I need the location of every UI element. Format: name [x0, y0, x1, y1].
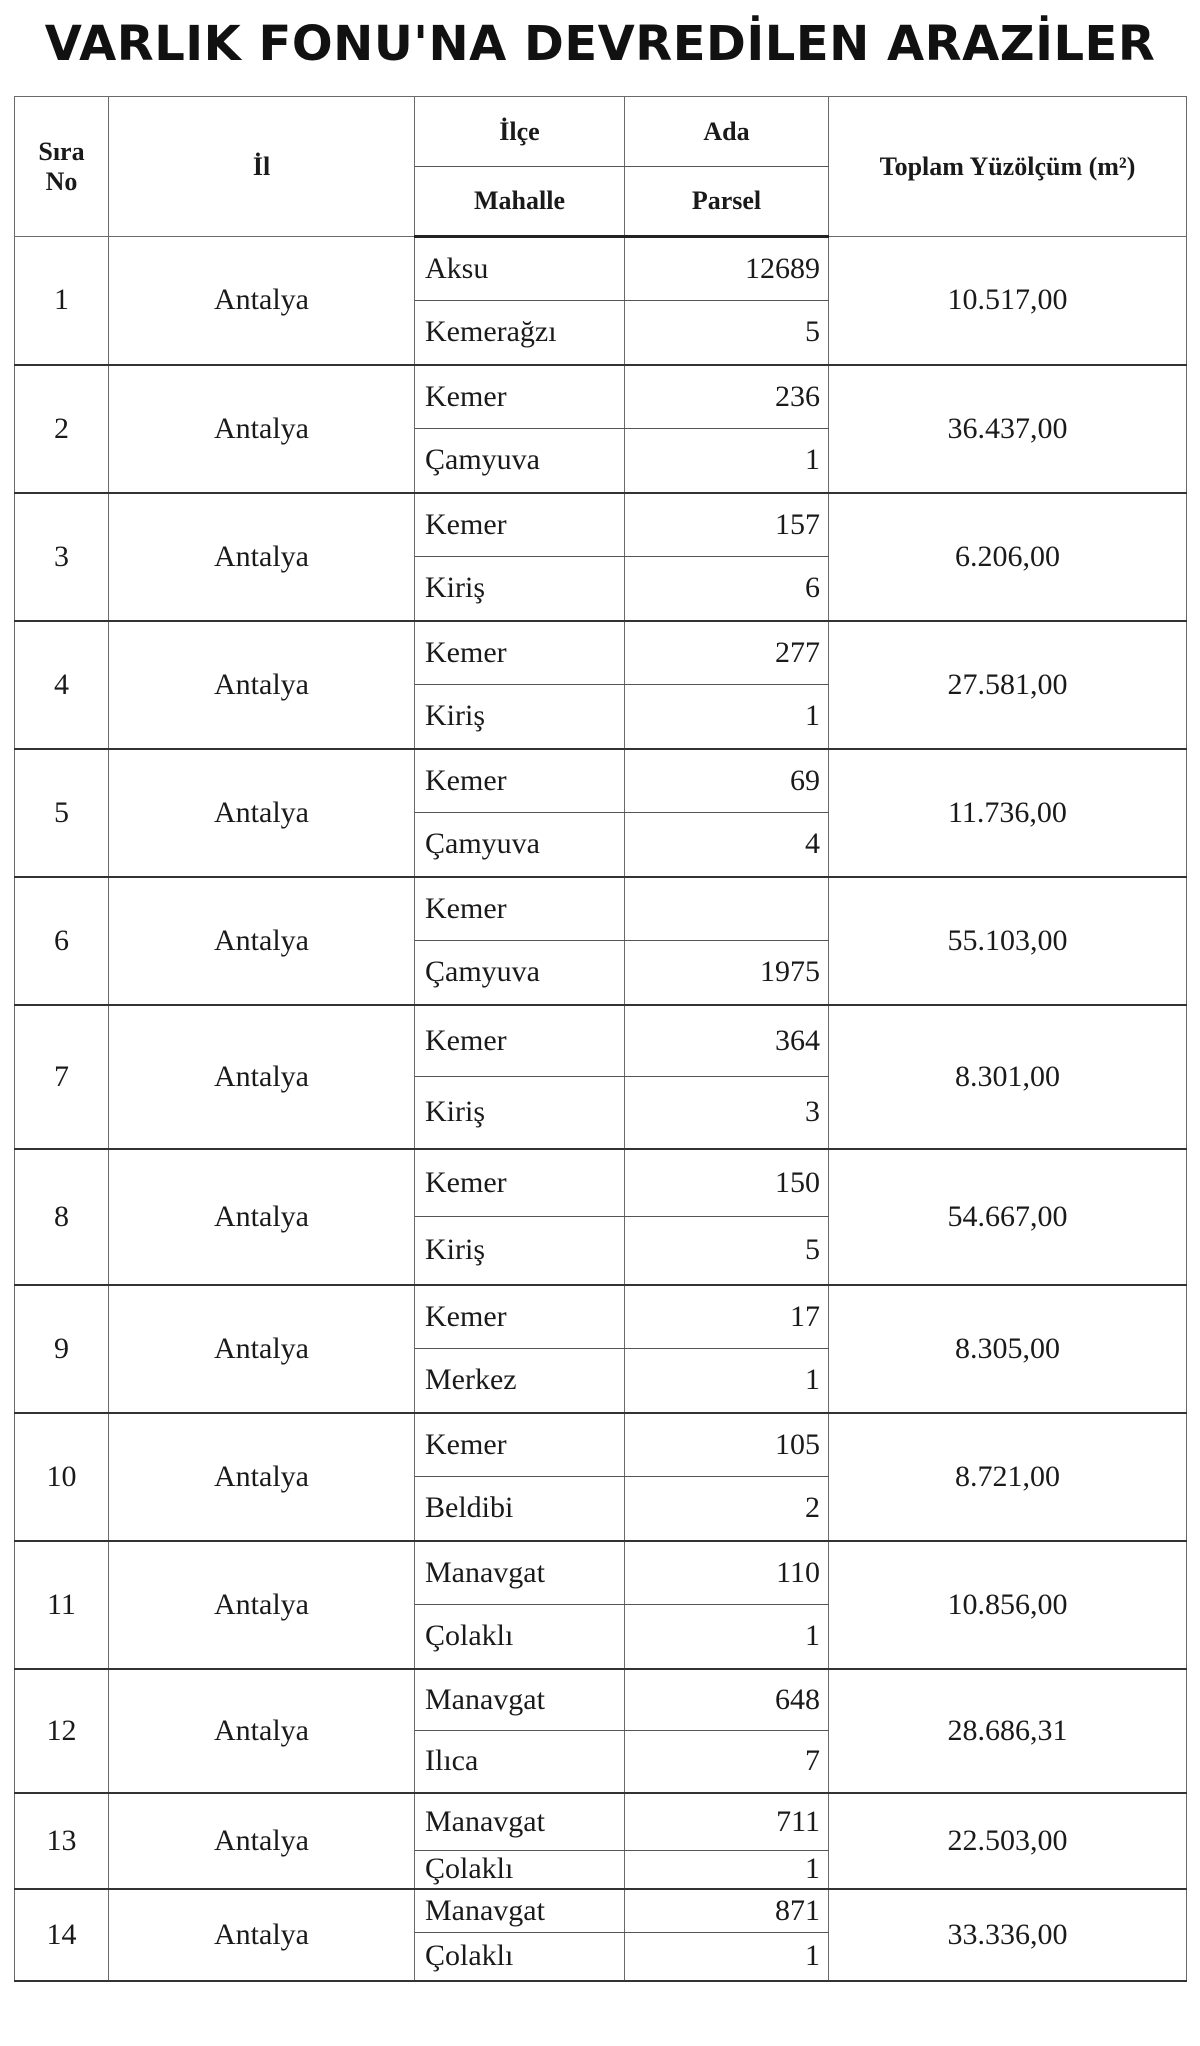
- sira-no-cell: 10: [15, 1413, 109, 1541]
- mahalle-cell: Merkez: [415, 1349, 625, 1413]
- ada-cell: [625, 877, 829, 941]
- ilce-cell: Aksu: [415, 237, 625, 301]
- ada-cell: 12689: [625, 237, 829, 301]
- table-row: [15, 1149, 1187, 1217]
- area-cell: 10.856,00: [829, 1541, 1187, 1669]
- table-row: [15, 1669, 1187, 1731]
- parsel-cell: 1975: [625, 941, 829, 1005]
- il-cell: Antalya: [109, 365, 415, 493]
- header-sira-label: Sıra: [38, 136, 85, 166]
- ada-cell: 110: [625, 1541, 829, 1605]
- area-cell: 54.667,00: [829, 1149, 1187, 1285]
- table-row: [15, 1413, 1187, 1477]
- ada-cell: 648: [625, 1669, 829, 1731]
- mahalle-cell: Ilıca: [415, 1731, 625, 1793]
- sira-no-cell: 12: [15, 1669, 109, 1793]
- header-no-label: No: [45, 166, 78, 196]
- mahalle-cell: Çamyuva: [415, 941, 625, 1005]
- ada-cell: 711: [625, 1793, 829, 1851]
- sira-no-cell: 5: [15, 749, 109, 877]
- il-cell: Antalya: [109, 1149, 415, 1285]
- ada-cell: 364: [625, 1005, 829, 1077]
- parsel-cell: 5: [625, 1217, 829, 1285]
- parsel-cell: 1: [625, 1605, 829, 1669]
- parsel-cell: 1: [625, 1349, 829, 1413]
- area-cell: 10.517,00: [829, 237, 1187, 365]
- table-row: [15, 1889, 1187, 1933]
- sira-no-cell: 14: [15, 1889, 109, 1981]
- parsel-cell: 1: [625, 429, 829, 493]
- table-row: [15, 493, 1187, 557]
- area-cell: 22.503,00: [829, 1793, 1187, 1889]
- il-cell: Antalya: [109, 621, 415, 749]
- header-ilce: İlçe: [415, 97, 625, 167]
- header-area: Toplam Yüzölçüm (m²): [829, 97, 1187, 237]
- sira-no-cell: 4: [15, 621, 109, 749]
- table-row: [15, 1285, 1187, 1349]
- ada-cell: 69: [625, 749, 829, 813]
- ada-cell: 871: [625, 1889, 829, 1933]
- area-cell: 8.721,00: [829, 1413, 1187, 1541]
- ilce-cell: Manavgat: [415, 1793, 625, 1851]
- table-row: [15, 877, 1187, 941]
- ilce-cell: Kemer: [415, 877, 625, 941]
- area-cell: 27.581,00: [829, 621, 1187, 749]
- ada-cell: 105: [625, 1413, 829, 1477]
- il-cell: Antalya: [109, 237, 415, 365]
- sira-no-cell: 7: [15, 1005, 109, 1149]
- mahalle-cell: Beldibi: [415, 1477, 625, 1541]
- table-row: [15, 1541, 1187, 1605]
- ada-cell: 236: [625, 365, 829, 429]
- ilce-cell: Kemer: [415, 749, 625, 813]
- il-cell: Antalya: [109, 749, 415, 877]
- sira-no-cell: 6: [15, 877, 109, 1005]
- sira-no-cell: 3: [15, 493, 109, 621]
- ilce-cell: Kemer: [415, 365, 625, 429]
- ilce-cell: Kemer: [415, 493, 625, 557]
- document-title: VARLIK FONU'NA DEVREDİLEN ARAZİLER: [44, 16, 1156, 72]
- ada-cell: 277: [625, 621, 829, 685]
- header-sira-no: [15, 97, 109, 237]
- ilce-cell: Kemer: [415, 621, 625, 685]
- ilce-cell: Manavgat: [415, 1889, 625, 1933]
- parsel-cell: 7: [625, 1731, 829, 1793]
- parsel-cell: 6: [625, 557, 829, 621]
- il-cell: Antalya: [109, 1889, 415, 1981]
- parsel-cell: 1: [625, 1851, 829, 1889]
- il-cell: Antalya: [109, 1541, 415, 1669]
- area-cell: 8.305,00: [829, 1285, 1187, 1413]
- mahalle-cell: Kiriş: [415, 1217, 625, 1285]
- header-ada: Ada: [625, 97, 829, 167]
- sira-no-cell: 11: [15, 1541, 109, 1669]
- ilce-cell: Kemer: [415, 1149, 625, 1217]
- ilce-cell: Kemer: [415, 1285, 625, 1349]
- sira-no-cell: 2: [15, 365, 109, 493]
- table-row: [15, 621, 1187, 685]
- table-row: [15, 237, 1187, 301]
- il-cell: Antalya: [109, 1793, 415, 1889]
- sira-no-cell: 13: [15, 1793, 109, 1889]
- table-row: [15, 365, 1187, 429]
- mahalle-cell: Çolaklı: [415, 1851, 625, 1889]
- sira-no-cell: 1: [15, 237, 109, 365]
- area-cell: 11.736,00: [829, 749, 1187, 877]
- mahalle-cell: Kiriş: [415, 557, 625, 621]
- area-cell: 55.103,00: [829, 877, 1187, 1005]
- ilce-cell: Manavgat: [415, 1541, 625, 1605]
- il-cell: Antalya: [109, 493, 415, 621]
- area-cell: 6.206,00: [829, 493, 1187, 621]
- ilce-cell: Kemer: [415, 1413, 625, 1477]
- il-cell: Antalya: [109, 877, 415, 1005]
- il-cell: Antalya: [109, 1413, 415, 1541]
- parsel-cell: 1: [625, 1933, 829, 1981]
- table-row: [15, 1005, 1187, 1077]
- ada-cell: 157: [625, 493, 829, 557]
- parsel-cell: 4: [625, 813, 829, 877]
- il-cell: Antalya: [109, 1285, 415, 1413]
- parsel-cell: 2: [625, 1477, 829, 1541]
- mahalle-cell: Çamyuva: [415, 813, 625, 877]
- parsel-cell: 1: [625, 685, 829, 749]
- header-parsel: Parsel: [625, 167, 829, 237]
- ada-cell: 150: [625, 1149, 829, 1217]
- area-cell: 36.437,00: [829, 365, 1187, 493]
- mahalle-cell: Çolaklı: [415, 1933, 625, 1981]
- il-cell: Antalya: [109, 1005, 415, 1149]
- mahalle-cell: Kiriş: [415, 1077, 625, 1149]
- mahalle-cell: Çamyuva: [415, 429, 625, 493]
- area-cell: 28.686,31: [829, 1669, 1187, 1793]
- sira-no-cell: 8: [15, 1149, 109, 1285]
- header-mahalle: Mahalle: [415, 167, 625, 237]
- mahalle-cell: Çolaklı: [415, 1605, 625, 1669]
- land-table: [14, 96, 1187, 1982]
- ada-cell: 17: [625, 1285, 829, 1349]
- area-cell: 8.301,00: [829, 1005, 1187, 1149]
- mahalle-cell: Kemerağzı: [415, 301, 625, 365]
- ilce-cell: Kemer: [415, 1005, 625, 1077]
- area-cell: 33.336,00: [829, 1889, 1187, 1981]
- sira-no-cell: 9: [15, 1285, 109, 1413]
- table-row: [15, 1793, 1187, 1851]
- table-row: [15, 749, 1187, 813]
- il-cell: Antalya: [109, 1669, 415, 1793]
- header-il: İl: [109, 97, 415, 237]
- mahalle-cell: Kiriş: [415, 685, 625, 749]
- parsel-cell: 5: [625, 301, 829, 365]
- ilce-cell: Manavgat: [415, 1669, 625, 1731]
- parsel-cell: 3: [625, 1077, 829, 1149]
